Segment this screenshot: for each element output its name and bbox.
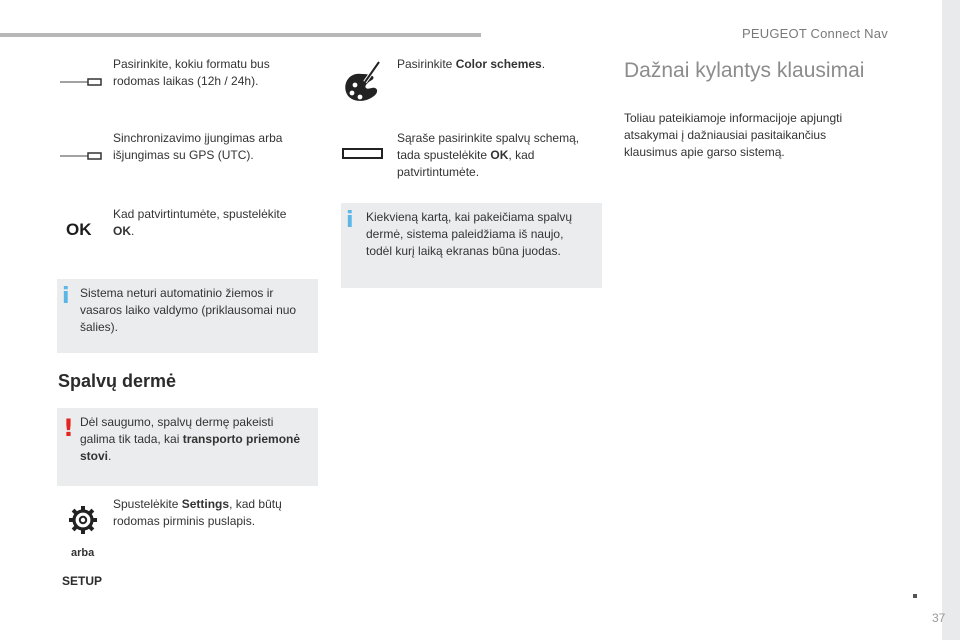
- settings-text: Spustelėkite Settings, kad būtų rodomas pirminis puslapis.: [113, 497, 282, 528]
- list-bar-icon: [342, 148, 384, 160]
- warning-box: [57, 408, 318, 486]
- confirm-text: Kad patvirtintumėte, spustelėkite OK.: [113, 207, 287, 238]
- warning-icon: !: [63, 414, 74, 442]
- slider-icon: [60, 76, 102, 88]
- page-number: 37: [932, 611, 946, 625]
- gps-sync-text: Sinchronizavimo įjungimas arba išjungimas su GPS (UTC).: [113, 131, 283, 162]
- info-note-text: Kiekvieną kartą, kai pakeičiama spalvų dermė, sistema paleidžiama iš naujo, todėl kurį laiką ekranas būna juodas.: [366, 210, 573, 258]
- brand-header: PEUGEOT Connect Nav: [742, 26, 888, 41]
- warning-text: Dėl saugumo, spalvų dermę pakeisti galima tik tada, kai transporto priemonė stovi.: [80, 415, 301, 463]
- info-note-text: Sistema neturi automatinio žiemos ir vasaros laiko valdymo (priklausomai nuo šalies).: [80, 286, 297, 334]
- ok-button-icon: OK: [66, 220, 92, 239]
- faq-intro-text: Toliau pateikiamoje informacijoje apjungti atsakymai į dažniausiai pasitaikančius klausimus apie garso sistemą.: [624, 111, 843, 159]
- faq-title: Dažnai kylantys klausimai: [624, 59, 865, 82]
- slider-icon: [60, 150, 102, 162]
- or-label: arba: [71, 547, 95, 559]
- gear-icon: [68, 505, 98, 535]
- info-icon: i: [346, 208, 354, 233]
- page-marker: [913, 594, 917, 598]
- header-rule: [0, 33, 481, 37]
- setup-key-label: SETUP: [62, 574, 103, 588]
- choose-scheme-text: Sąraše pasirinkite spalvų schemą, tada spustelėkite OK, kad patvirtintumėte.: [397, 131, 580, 179]
- page-edge-bar: [942, 0, 960, 640]
- info-note-box: [341, 203, 602, 288]
- palette-icon: [342, 60, 382, 104]
- color-schemes-text: Pasirinkite Color schemes.: [397, 57, 546, 71]
- info-icon: i: [62, 284, 70, 309]
- section-title: Spalvų dermė: [58, 371, 177, 391]
- info-note-box: [57, 279, 318, 353]
- time-format-text: Pasirinkite, kokiu formatu bus rodomas laikas (12h / 24h).: [113, 57, 270, 88]
